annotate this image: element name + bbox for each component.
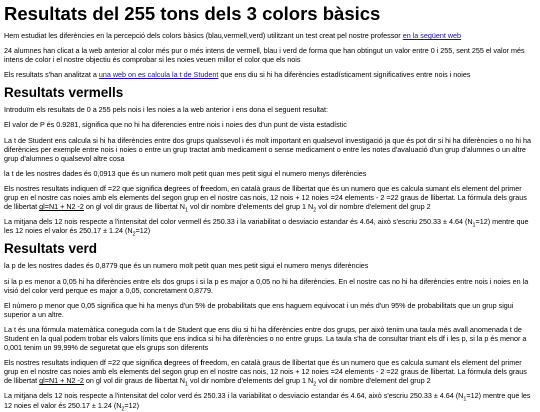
- subscript: 2: [313, 381, 317, 388]
- subscript: 1: [185, 207, 188, 214]
- verd-paragraph-2: si la p es menor a 0,05 hi ha diferències entre els dos grups i si la p es major a 0,05 no hi ha diferències. En el nostre cas no hi ha diferències entre nois i noies en la visió del color verd perque es major a 0,05, concretament 0,8779.: [4, 276, 529, 295]
- df-text: vol dir nombre d'element del grup 2: [316, 202, 431, 212]
- subscript: 1: [472, 222, 476, 229]
- mean-text: La mitjana dels 12 nois respecte a l'intensitat del color vermell és 250.33 i la variabilitat o desviacio estandar és 4.64, això s'escriu 250.33 ± 4.64 (N: [4, 217, 473, 227]
- page-title: Resultats del 255 tons dels 3 colors bàsics: [4, 3, 381, 24]
- subscript: 1: [463, 396, 467, 403]
- df-text: vol dir nombre d'elements del grup 1 N: [188, 376, 314, 386]
- verd-paragraph-3: El número p menor que 0,05 significa que hi ha menys d'un 5% de probabilitats que ens haguem equivocat i un més d'un 95% de probabilitats que un grup sigui superior a un altre.: [4, 300, 514, 319]
- subscript: 2: [121, 405, 125, 412]
- vermells-paragraph-2: El valor de P és 0.9281, significa que no hi ha diferencies entre nois i noies des d'un punt de vista estadístic: [4, 120, 347, 130]
- df-text: on gl vol dir graus de llibertat N: [83, 376, 185, 386]
- subscript: 2: [132, 231, 136, 238]
- df-text: reedom, en català graus de llibertat que és un numero que es calcula sumant els element del primer grup en el nostre cas noies amb els elements del segon grup en el nostre cas nois, 12 nois + 12 noies =24 elements - 2 =22 graus de llibertat. La fórmula dels graus de llibertat: [4, 358, 527, 386]
- vermells-mean-paragraph: [4, 217, 536, 238]
- intro-text: Hem estudiat les diferències en la percepció dels colors bàsics (blau,vermell,verd) utilitzant un test creat pel nostre professor: [4, 31, 403, 40]
- df-bold-letter: f: [200, 183, 203, 193]
- intro-text: Els resultats s'han analitzat a: [4, 70, 99, 80]
- df-text: egrees of: [168, 183, 201, 193]
- verd-paragraph-4: La t és una fórmula matemàtica coneguda com la t de Student que ens diu si hi ha diferències entre dos grups, per això tenim una taula més avall anomenada t de Student en la qual podem trobar els valors límits que ens indica si hi ha diferències o no entre grups. La taula s'ha de consultar triant els df i les p, si la p és menor a 0,001 tenim un 99,99% de seguretat que els grups son diferents: [4, 324, 527, 353]
- intro-paragraph-3: [4, 70, 536, 79]
- web-link[interactable]: en la següent web: [402, 31, 462, 40]
- section-heading-vermells: Resultats vermells: [4, 85, 124, 101]
- df-text: vol dir nombre d'elements del grup 1 N: [188, 202, 314, 212]
- vermells-paragraph-3: La t de Student ens calcula si hi ha diferències entre dos grups qualssevol i és molt important en qualsevol investigació ja que és pot dir si hi ha diferències o no hi ha diferències per exemple entre nois i noies o entre un grup tractat amb medicament o sense medicament o entre les notes d'avaluació d'un grup d'alumnes o un altre grup d'alumnes o qualsevol altre cosa: [4, 135, 531, 163]
- vermells-paragraph-1: Introduïm els resultats de 0 a 255 pels nois i les noies a la web anterior i ens dona el seguent resultat:: [4, 105, 329, 115]
- student-t-link[interactable]: una web on es calcula la t de Student: [98, 70, 219, 80]
- intro-paragraph-2: 24 alumnes han clicat a la web anterior al color més pur o més intens de vermell, blau i verd de forma que han obtingut un valor entre 0 i 255, sent 255 el valor més intens de color i el nostre objectiu és comprobar si les noies veuen millor el color que els nois: [4, 46, 525, 65]
- df-text: Els nostres resultats indiquen df =22 que significa: [4, 183, 165, 193]
- mean-text: La mitjana dels 12 nois respecte a l'intensitat del color verd és 250.33 i la variabilitat o desviacio estandar és 4.64, això s'escriu 250.33 ± 4.64 (N: [4, 391, 464, 401]
- df-bold-letter: f: [200, 358, 203, 368]
- verd-paragraph-1: la p de les nostres dades és 0,8779 que és un numero molt petit quan mes petit sigui el numero menys diferències: [4, 261, 369, 271]
- vermells-paragraph-4: la t de les nostres dades és 0,0913 que és un numero molt petit quan mes petit sigui el numero menys diferències: [4, 168, 367, 178]
- intro-text: que ens diu si hi ha diferències estadísticament significatives entre nois i noies: [218, 70, 471, 80]
- mean-text: =12): [135, 226, 151, 236]
- df-text: vol dir nombre d'element del grup 2: [316, 376, 431, 386]
- section-heading-verd: Resultats verd: [4, 241, 98, 257]
- verd-mean-paragraph: [4, 391, 536, 412]
- mean-text: =12): [124, 400, 140, 410]
- df-text: reedom, en català graus de llibertat que és un numero que es calcula sumant els element del primer grup en el nostre cas noies amb els elements del segon grup en el nostre cas nois, 12 nois + 12 noies =24 elements - 2 =22 graus de llibertat. La fórmula dels graus de llibertat: [4, 183, 527, 212]
- df-text: egrees of: [168, 358, 201, 368]
- verd-df-paragraph: [4, 358, 536, 388]
- df-formula: gl=N1 + N2 -2: [39, 376, 84, 386]
- df-bold-letter: d: [164, 358, 169, 368]
- mean-text: =12) mentre que les 12 noies el valor és 250.17 ± 1.24 (N: [4, 217, 529, 236]
- df-formula: gl=N1 + N2 -2: [39, 202, 84, 212]
- df-bold-letter: d: [164, 183, 169, 193]
- df-text: Els nostres resultats indiquen df =22 que significa: [4, 358, 165, 368]
- intro-paragraph-1: [4, 31, 536, 40]
- vermells-df-paragraph: [4, 183, 536, 214]
- mean-text: =12) mentre que les 12 noies el valor és 250.17 ± 1.24 (N: [4, 391, 531, 410]
- subscript: 1: [185, 381, 188, 388]
- df-text: on gl vol dir graus de llibertat N: [83, 202, 185, 212]
- subscript: 2: [313, 207, 317, 214]
